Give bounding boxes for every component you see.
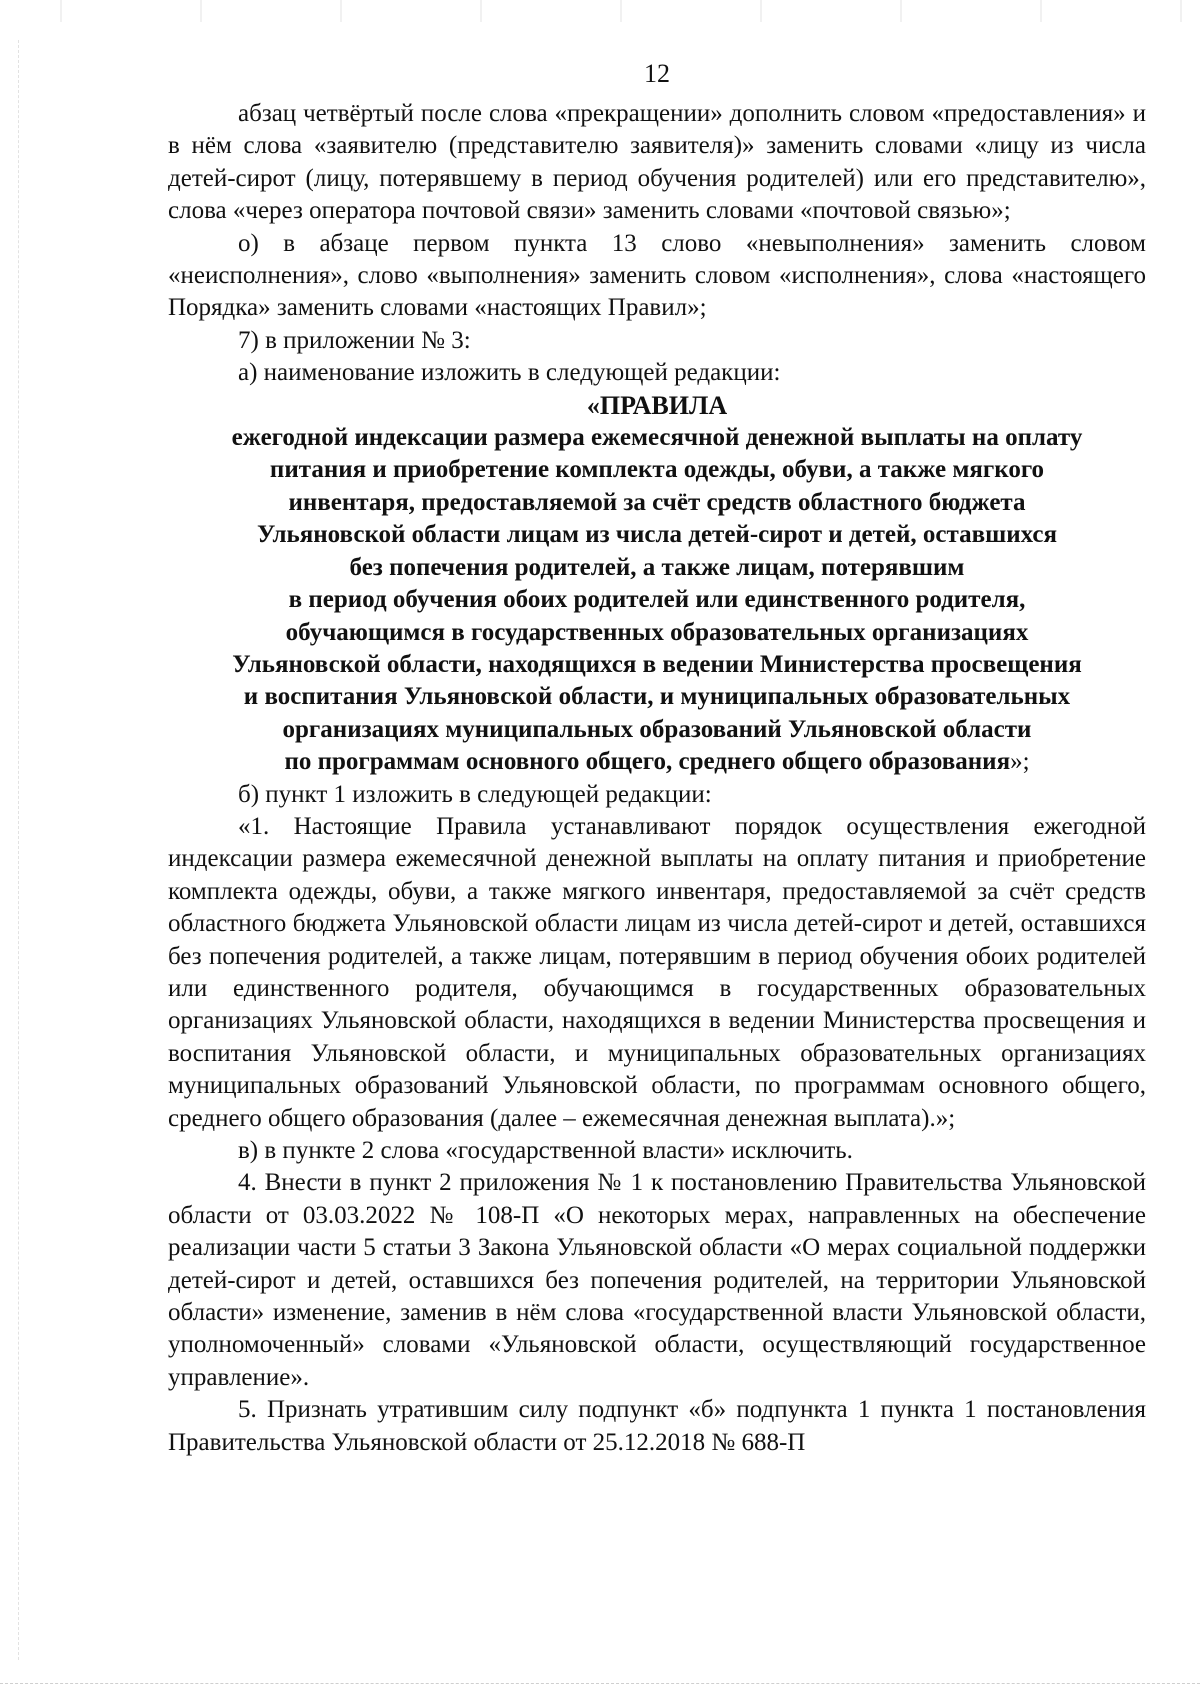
paragraph-subitem-o: о) в абзаце первом пункта 13 слово «невыполнения» заменить словом «неисполнения», слово «выполнения» заменить словом «исполнения», слова «настоящего Порядка» заменить словами «настоящих Правил»; [168,229,1146,322]
paragraph-item-5: 5. Признать утратившим силу подпункт «б» подпункта 1 пункта 1 постановления Правительства Ульяновской области от 25.12.2018 № 688-П [168,1396,1146,1456]
rules-title-line: в период обучения обоих родителей или единственного родителя, [288,586,1026,614]
rules-title-line: ежегодной индексации размера ежемесячной денежной выплаты на оплату [231,424,1083,452]
rules-title-line: и воспитания Ульяновской области, и муниципальных образовательных [243,683,1071,711]
scan-edge-bottom [0,1683,1200,1698]
rules-title-main: «ПРАВИЛА [586,390,728,420]
rules-title-line: инвентаря, предоставляемой за счёт средств областного бюджета [288,488,1026,516]
document-page [168,58,1146,1459]
rules-title-closing: »; [1010,748,1030,776]
scan-edge-left [18,40,20,1660]
paragraph-item-4: 4. Внести в пункт 2 приложения № 1 к постановлению Правительства Ульяновской области от 03.03.2022 № 108-П «О некоторых мерах, направленных на обеспечение реализации части 5 статьи 3 Закона Ульяновской области «О мерах социальной поддержки детей-сирот и детей, оставшихся без попечения родителей, на территории Ульяновской области» изменение, заменив в нём слова «государственной власти Ульяновской области, уполномоченный» словами «Ульяновской области, осуществляющий государственное управление». [168,1169,1146,1391]
rules-title-line: питания и приобретение комплекта одежды, обуви, а также мягкого [269,456,1045,484]
paragraph-subitem-a: а) наименование изложить в следующей редакции: [238,359,781,387]
rules-title-line: без попечения родителей, а также лицам, потерявшим [349,553,965,581]
rules-title-line: организациях муниципальных образований Ульяновской области [282,715,1032,743]
rules-title-line: Ульяновской области, находящихся в ведении Министерства просвещения [232,650,1082,678]
paragraph-subitem-b: б) пункт 1 изложить в следующей редакции: [238,780,712,808]
rules-title-line: обучающимся в государственных образовательных организациях [285,618,1029,646]
paragraph-abzac-chetvertyi: абзац четвёртый после слова «прекращении» дополнить словом «предоставления» и в нём слова «заявителю (представителю заявителя)» заменить словами «лицу из числа детей-сирот (лицу, потерявшему в период обучения родителей) или его представителю», слова «через оператора почтовой связи» заменить словами «почтовой связью»; [168,100,1146,225]
page-number: 12 [644,59,670,88]
rules-title-block [168,390,1146,779]
rules-title-line: по программам основного общего, среднего общего образования [284,748,1011,776]
scan-edge-top [0,0,1200,22]
paragraph-item-7: 7) в приложении № 3: [238,326,471,354]
paragraph-rules-item-1: «1. Настоящие Правила устанавливают порядок осуществления ежегодной индексации размера ежемесячной денежной выплаты на оплату питания и приобретение комплекта одежды, обуви, а также мягкого инвентаря, предоставляемой за счёт средств областного бюджета Ульяновской области лицам из числа детей-сирот и детей, оставшихся без попечения родителей, а также лицам, потерявшим в период обучения обоих родителей или единственного родителя, обучающимся в государственных образовательных организациях Ульяновской области, находящихся в ведении Министерства просвещения и воспитания Ульяновской области, и муниципальных образовательных организациях муниципальных образований Ульяновской области, по программам основного общего, среднего общего образования (далее – ежемесячная денежная выплата).»; [168,812,1146,1132]
paragraph-subitem-v: в) в пункте 2 слова «государственной власти» исключить. [238,1137,853,1164]
rules-title-line: Ульяновской области лицам из числа детей-сирот и детей, оставшихся [256,521,1058,549]
rules-title-last-line [168,746,1146,778]
